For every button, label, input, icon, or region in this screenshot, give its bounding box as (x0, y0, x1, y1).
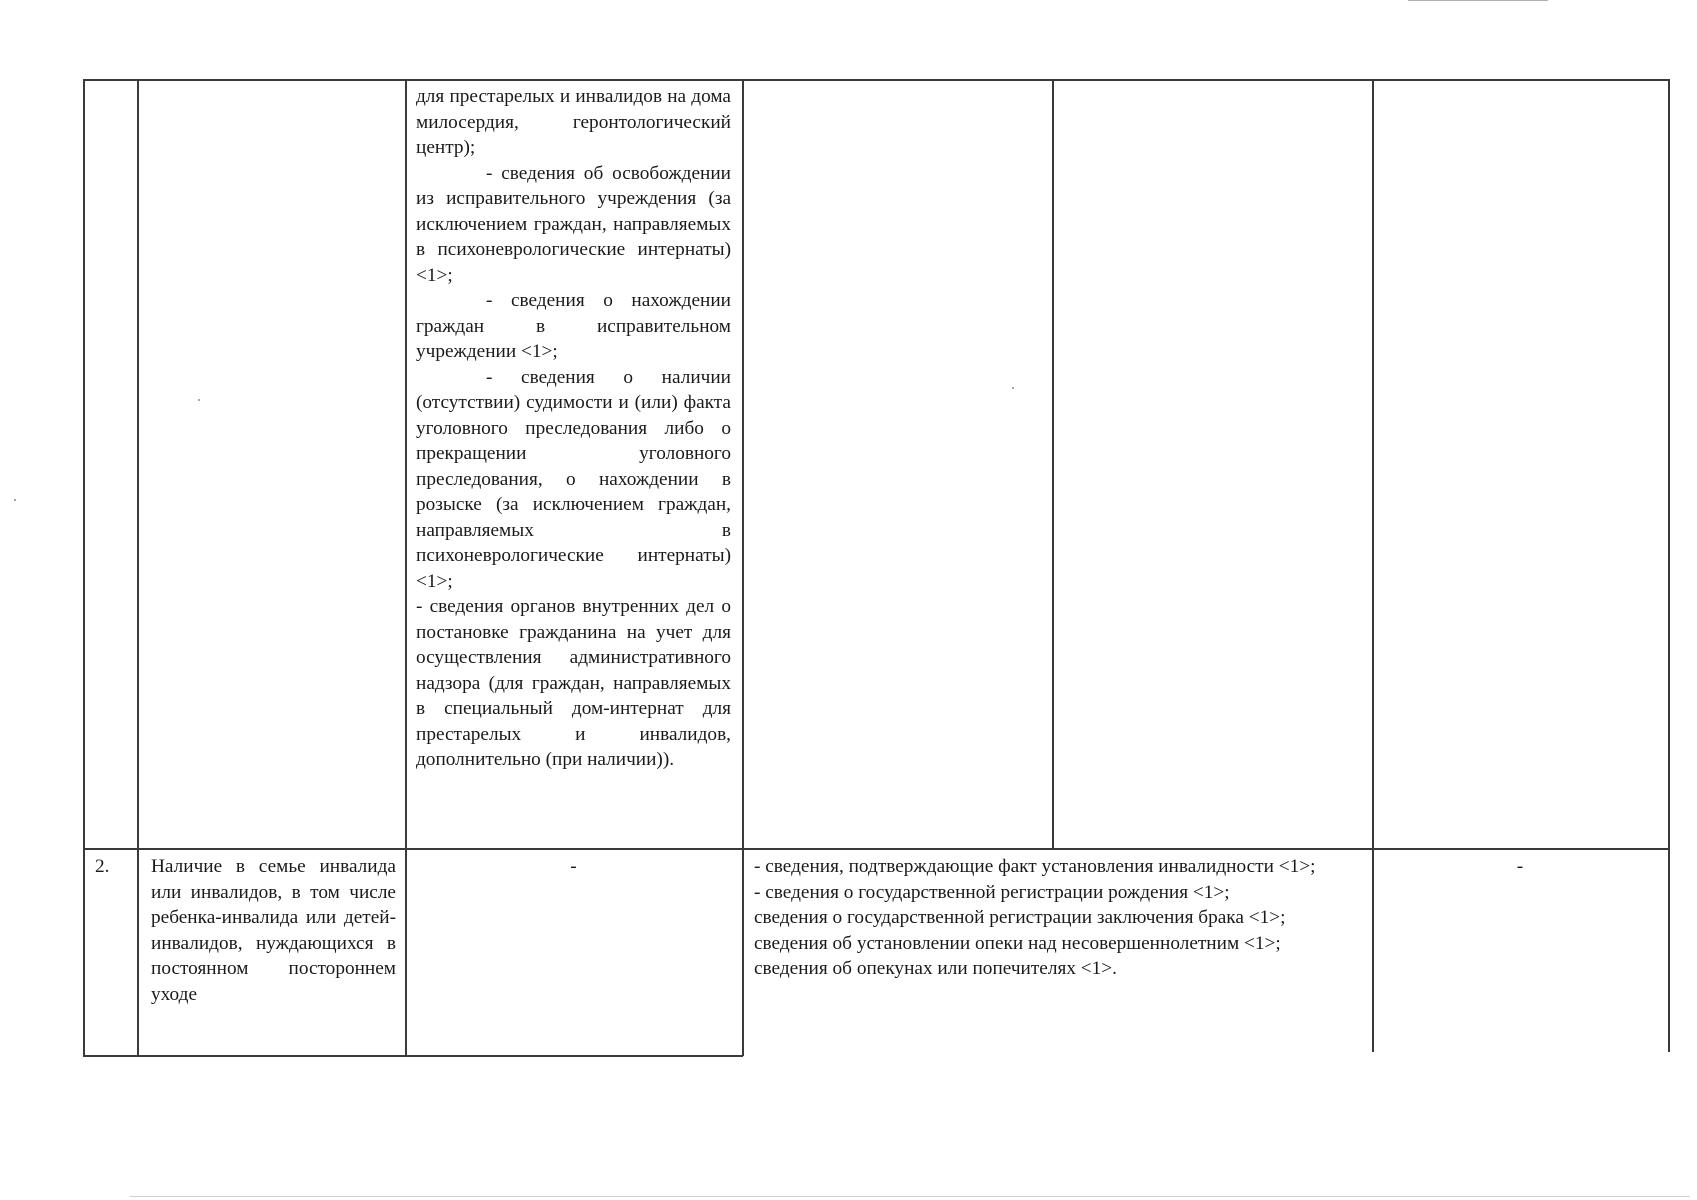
row2-line-4: сведения об установлении опеки над несовершеннолетним <1>; (754, 932, 1281, 954)
row2-merged-cell (754, 854, 1364, 982)
row2-number: 2. (95, 856, 110, 877)
row1-para-2: - сведения об освобождении из исправительного учреждения (за исключением граждан, направляемых в психоневрологические интернаты) <1>; (416, 162, 731, 286)
row2-criterion: Наличие в семье инвалида или инвалидов, в том числе ребенка-инвалида или детей-инвалидов, нуждающихся в постоянном постороннем уходе (151, 856, 396, 1005)
scan-dot (198, 399, 200, 401)
scan-dot (1012, 387, 1014, 389)
row2-col3-dash: - (570, 856, 577, 877)
row2-line-2: - сведения о государственной регистрации рождения <1>; (754, 881, 1230, 903)
row1-para-4: - сведения о наличии (отсутствии) судимости и (или) факта уголовного преследования либо о прекращении уголовного преследования, о нахождении в розыске (за исключением граждан, направляемых в психоневрологические интернаты) <1>; (416, 366, 731, 592)
row1-para-5: - сведения органов внутренних дел о постановке гражданина на учет для осуществления административного надзора (для граждан, направляемых в специальный дом-интернат для престарелых и инвалидов, дополнительно (при наличии)). (416, 596, 731, 770)
col-border-4 (1052, 79, 1054, 849)
row1-col3-cell (416, 84, 731, 773)
scan-dot (14, 499, 16, 501)
row2-line-3: сведения о государственной регистрации заключения брака <1>; (754, 907, 1286, 928)
col-border-2 (405, 79, 407, 1056)
row-separator (83, 848, 1670, 850)
row2-line-1: - сведения, подтверждающие факт установления инвалидности <1>; (754, 856, 1316, 877)
row2-col6-dash: - (1516, 856, 1524, 877)
col-border-1 (137, 79, 139, 1056)
col-border-0 (83, 79, 85, 1056)
scan-mark-bottom (130, 1196, 1690, 1197)
row2-line-5: сведения об опекунах или попечителях <1>. (754, 958, 1118, 979)
table-top-border (83, 79, 1670, 81)
col-border-3 (742, 79, 744, 1056)
row1-para-3: - сведения о нахождении граждан в исправительном учреждении <1>; (416, 290, 731, 362)
col-border-5 (1372, 79, 1374, 1052)
col-border-6 (1668, 79, 1670, 1052)
row1-para-1: для престарелых и инвалидов на дома милосердия, геронтологический центр); (416, 86, 731, 158)
scan-mark-top (1408, 0, 1548, 1)
table-bottom-border-left (83, 1055, 743, 1057)
